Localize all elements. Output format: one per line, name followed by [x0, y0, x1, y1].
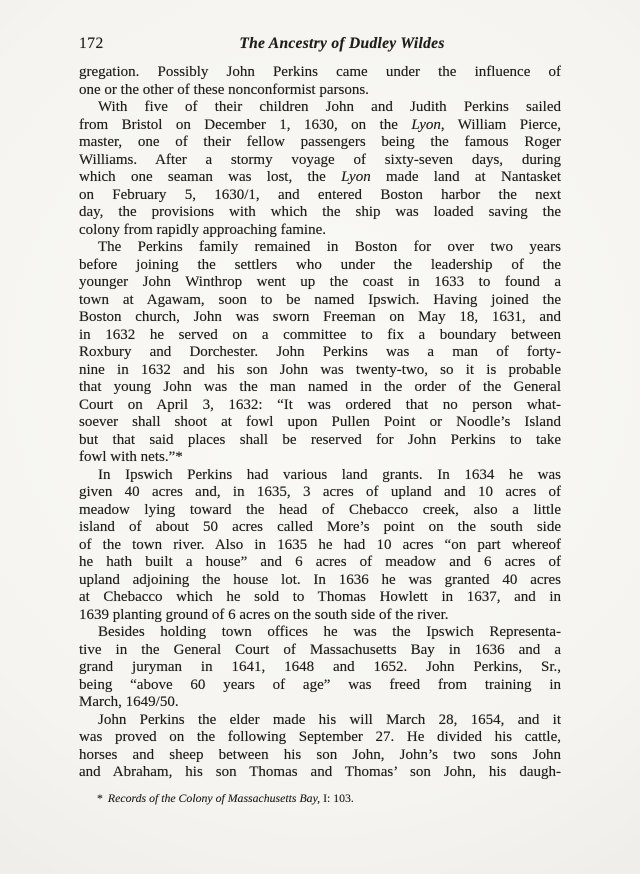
text-line [79, 309, 561, 327]
text-segment: day, the provisions with which the ship was loaded saving the [79, 204, 561, 220]
paragraph [79, 99, 561, 239]
page-header [79, 35, 561, 53]
italic-text: Lyon [411, 116, 441, 133]
text-segment: of the town river. Also in 1635 he had 10 acres “on part whereof [79, 536, 561, 553]
text-segment: Boston church, John was sworn Freeman on May 18, 1631, and [79, 309, 561, 325]
text-line [79, 607, 561, 625]
text-line [79, 274, 561, 292]
text-segment: horses and sheep between his son John, John’s two sons John [79, 746, 561, 763]
text-segment: from Bristol on December 1, 1630, on the [79, 116, 412, 133]
text-segment: soever shall shoot at fowl upon Pullen Point or Noodle’s Island [79, 414, 561, 430]
text-segment: at Chebacco which he sold to Thomas Howlett in 1637, and in [79, 589, 561, 605]
text-segment: grand juryman in 1641, 1648 and 1652. John Perkins, Sr., [79, 659, 561, 675]
text-segment: which one seaman was lost, the [79, 169, 342, 185]
text-segment: Besides holding town offices he was the Ipswich Representa- [98, 624, 561, 640]
text-segment: in 1632 he served on a committee to fix a boundary between [79, 326, 561, 343]
text-segment: master, one of their fellow passengers being the famous Roger [79, 134, 561, 150]
text-line [79, 344, 561, 362]
text-line [79, 82, 561, 100]
text-line [79, 239, 561, 257]
text-segment: on February 5, 1630/1, and entered Boston harbor the next [79, 186, 561, 203]
text-segment: John Perkins the elder made his will March 28, 1654, and it [98, 711, 561, 728]
text-segment: , William Pierce, [440, 116, 561, 133]
text-segment: and Abraham, his son Thomas and Thomas’ son John, his daugh- [79, 764, 561, 780]
italic-text: Records of the Colony of Massachusetts Bay, [107, 790, 321, 805]
text-line [79, 432, 561, 450]
paragraph [79, 624, 561, 712]
text-line [79, 152, 561, 170]
text-segment: made land at Nantasket [370, 169, 561, 185]
text-line [79, 712, 561, 730]
text-line [79, 467, 561, 485]
paragraph [79, 467, 561, 625]
text-segment: he hath built a house” and 6 acres of meadow and 6 acres of [79, 554, 561, 570]
text-line [79, 117, 561, 135]
text-segment: but that said places shall be reserved for John Perkins to take [79, 431, 561, 448]
text-segment: upland adjoining the house lot. In 1636 he was granted 40 acres [79, 571, 561, 588]
text-segment: younger John Winthrop went up the coast in 1633 to found a [79, 274, 561, 290]
text-line [79, 99, 561, 117]
text-segment: I: 103. [320, 790, 354, 805]
text-segment: The Perkins family remained in Boston for over two years [98, 239, 561, 255]
text-segment: Williams. After a stormy voyage of sixty-seven days, during [79, 151, 561, 168]
text-segment: before joining the settlers who under the leadership of the [79, 256, 561, 273]
text-line [79, 764, 561, 782]
text-segment: one or the other of these nonconformist parsons. [79, 81, 369, 98]
text-line [79, 64, 561, 82]
text-line [79, 379, 561, 397]
text-segment: given 40 acres and, in 1635, 3 acres of upland and 10 acres of [79, 484, 561, 500]
text-line [79, 502, 561, 520]
text-line [79, 677, 561, 695]
page-number: 172 [79, 35, 104, 52]
footnote [79, 791, 561, 805]
text-segment: fowl with nets.”* [79, 449, 183, 465]
text-line [79, 449, 561, 467]
text-line [79, 397, 561, 415]
text-line [79, 624, 561, 642]
text-segment: With five of their children John and Judith Perkins sailed [98, 99, 561, 115]
footnote-marker: * [97, 790, 103, 805]
text-line [79, 187, 561, 205]
text-line [79, 414, 561, 432]
text-line [79, 292, 561, 310]
text-line [79, 572, 561, 590]
text-line [79, 169, 561, 187]
text-segment: was proved on the following September 27. He divided his cattle, [79, 729, 561, 745]
text-segment: meadow lying toward the head of Chebacco creek, also a little [79, 501, 561, 518]
text-line [79, 747, 561, 765]
text-line [79, 204, 561, 222]
text-line [79, 134, 561, 152]
text-line [79, 537, 561, 555]
text-line [79, 642, 561, 660]
text-segment: colony from rapidly approaching famine. [79, 221, 327, 238]
italic-text: Lyon [341, 169, 371, 185]
paragraph [79, 64, 561, 99]
text-line [79, 554, 561, 572]
text-line [79, 694, 561, 712]
text-segment: nine in 1632 and his son John was twenty-two, so it is probable [79, 361, 561, 378]
text-segment: town at Agawam, soon to be named Ipswich. Having joined the [79, 291, 561, 308]
text-segment: Court on April 3, 1632: “It was ordered that no person what- [79, 396, 561, 413]
text-line [79, 519, 561, 537]
text-segment: tive in the General Court of Massachusetts Bay in 1636 and a [79, 641, 561, 658]
paragraph [79, 712, 561, 782]
text-segment: Roxbury and Dorchester. John Perkins was a man of forty- [79, 344, 561, 360]
running-head: The Ancestry of Dudley Wildes [239, 35, 445, 52]
text-line [79, 327, 561, 345]
text-segment: March, 1649/50. [79, 694, 179, 710]
text-line [79, 729, 561, 747]
text-line [79, 484, 561, 502]
text-segment: being “above 60 years of age” was freed from training in [79, 676, 561, 693]
text-segment: gregation. Possibly John Perkins came under the influence of [79, 64, 561, 80]
text-line [79, 589, 561, 607]
text-line [79, 222, 561, 240]
paragraph [79, 239, 561, 467]
text-line [79, 362, 561, 380]
text-line [79, 257, 561, 275]
text-segment: In Ipswich Perkins had various land grants. In 1634 he was [98, 466, 561, 483]
footnote-text [108, 791, 354, 805]
text-segment: island of about 50 acres called More’s point on the south side [79, 519, 561, 535]
text-line [79, 659, 561, 677]
body-text [79, 64, 561, 782]
text-segment: 1639 planting ground of 6 acres on the south side of the river. [79, 606, 449, 623]
text-segment: that young John was the man named in the order of the General [79, 379, 561, 395]
